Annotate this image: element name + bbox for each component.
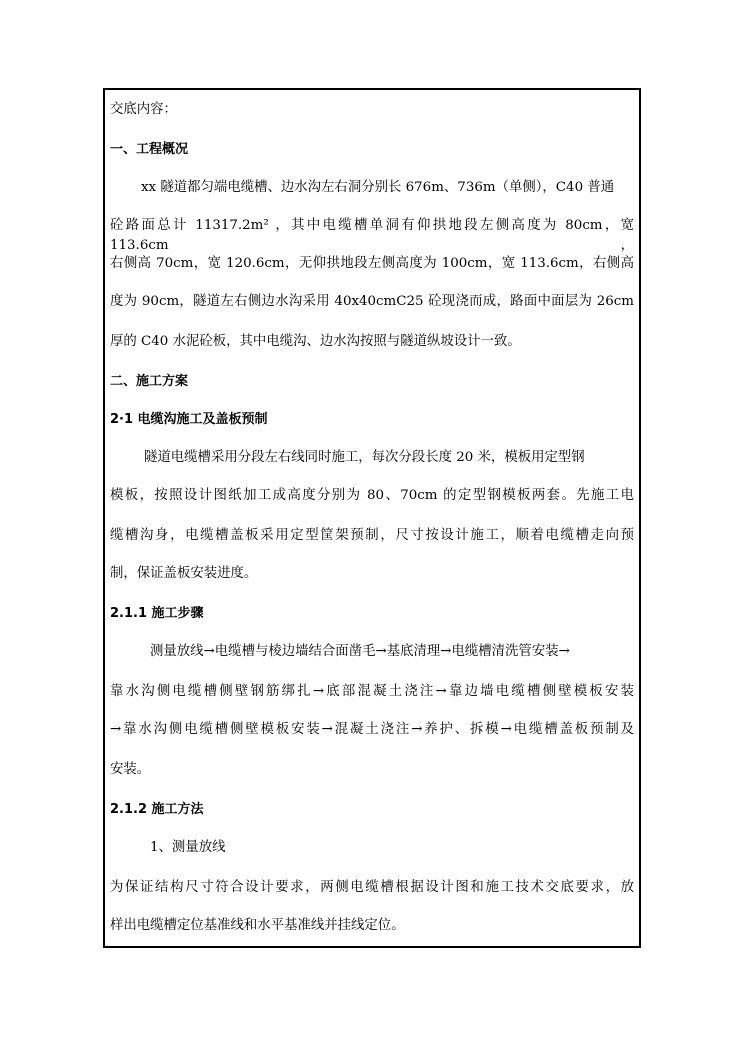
section-2-title: 二、施工方案 — [110, 374, 189, 389]
s212-line-1: 为保证结构尺寸符合设计要求，两侧电缆槽根据设计图和施工技术交底要求，放 — [110, 880, 634, 895]
s212-line-2: 样出电缆槽定位基准线和水平基准线并挂线定位。 — [110, 918, 405, 933]
s21-line-3: 缆槽沟身，电缆槽盖板采用定型筐架预制，尺寸按设计施工，顺着电缆槽走向预 — [110, 528, 634, 543]
s21-line-1: 隧道电缆槽采用分段左右线同时施工，每次分段长度 20 米，模板用定型钢 — [144, 450, 585, 465]
s211-line-1: 测量放线→电缆槽与棱边墙结合面凿毛→基底清理→电缆槽清洗管安装→ — [150, 644, 570, 659]
header-label: 交底内容： — [110, 102, 177, 117]
section-2-1-2-title: 2.1.2 施工方法 — [110, 802, 204, 817]
s21-line-4: 制，保证盖板安装进度。 — [110, 566, 258, 581]
s1-line-3: 右侧高 70cm，宽 120.6cm，无仰拱地段左侧高度为 100cm，宽 113.6cm，右侧高 — [110, 256, 634, 271]
section-2-1-title: 2·1 电缆沟施工及盖板预制 — [110, 412, 268, 427]
s21-line-2: 模板，按照设计图纸加工成高度分别为 80、70cm 的定型钢模板两套。先施工电 — [110, 488, 634, 503]
s211-line-3: →靠水沟侧电缆槽侧壁模板安装→混凝土浇注→养护、拆模→电缆槽盖板预制及 — [110, 722, 634, 737]
s1-line-4: 度为 90cm，隧道左右侧边水沟采用 40x40cmC25 砼现浇而成，路面中面层为 26cm — [110, 294, 634, 309]
s1-line-2: 砼路面总计 11317.2m² ，其中电缆槽单洞有仰拱地段左侧高度为 80cm，宽 113.6cm， — [110, 218, 634, 253]
s1-line-5: 厚的 C40 水泥砼板，其中电缆沟、边水沟按照与隧道纵坡设计一致。 — [110, 334, 521, 349]
s211-line-4: 安装。 — [110, 762, 151, 777]
s212-item-1: 1、测量放线 — [150, 840, 226, 855]
section-2-1-1-title: 2.1.1 施工步骤 — [110, 606, 204, 621]
s211-line-2: 靠水沟侧电缆槽侧壁钢筋绑扎→底部混凝土浇注→靠边墙电缆槽侧壁模板安装 — [110, 684, 634, 699]
s1-line-1: xx 隧道都匀端电缆槽、边水沟左右洞分别长 676m、736m（单侧），C40 普通 — [141, 180, 615, 195]
section-1-title: 一、工程概况 — [110, 142, 189, 157]
